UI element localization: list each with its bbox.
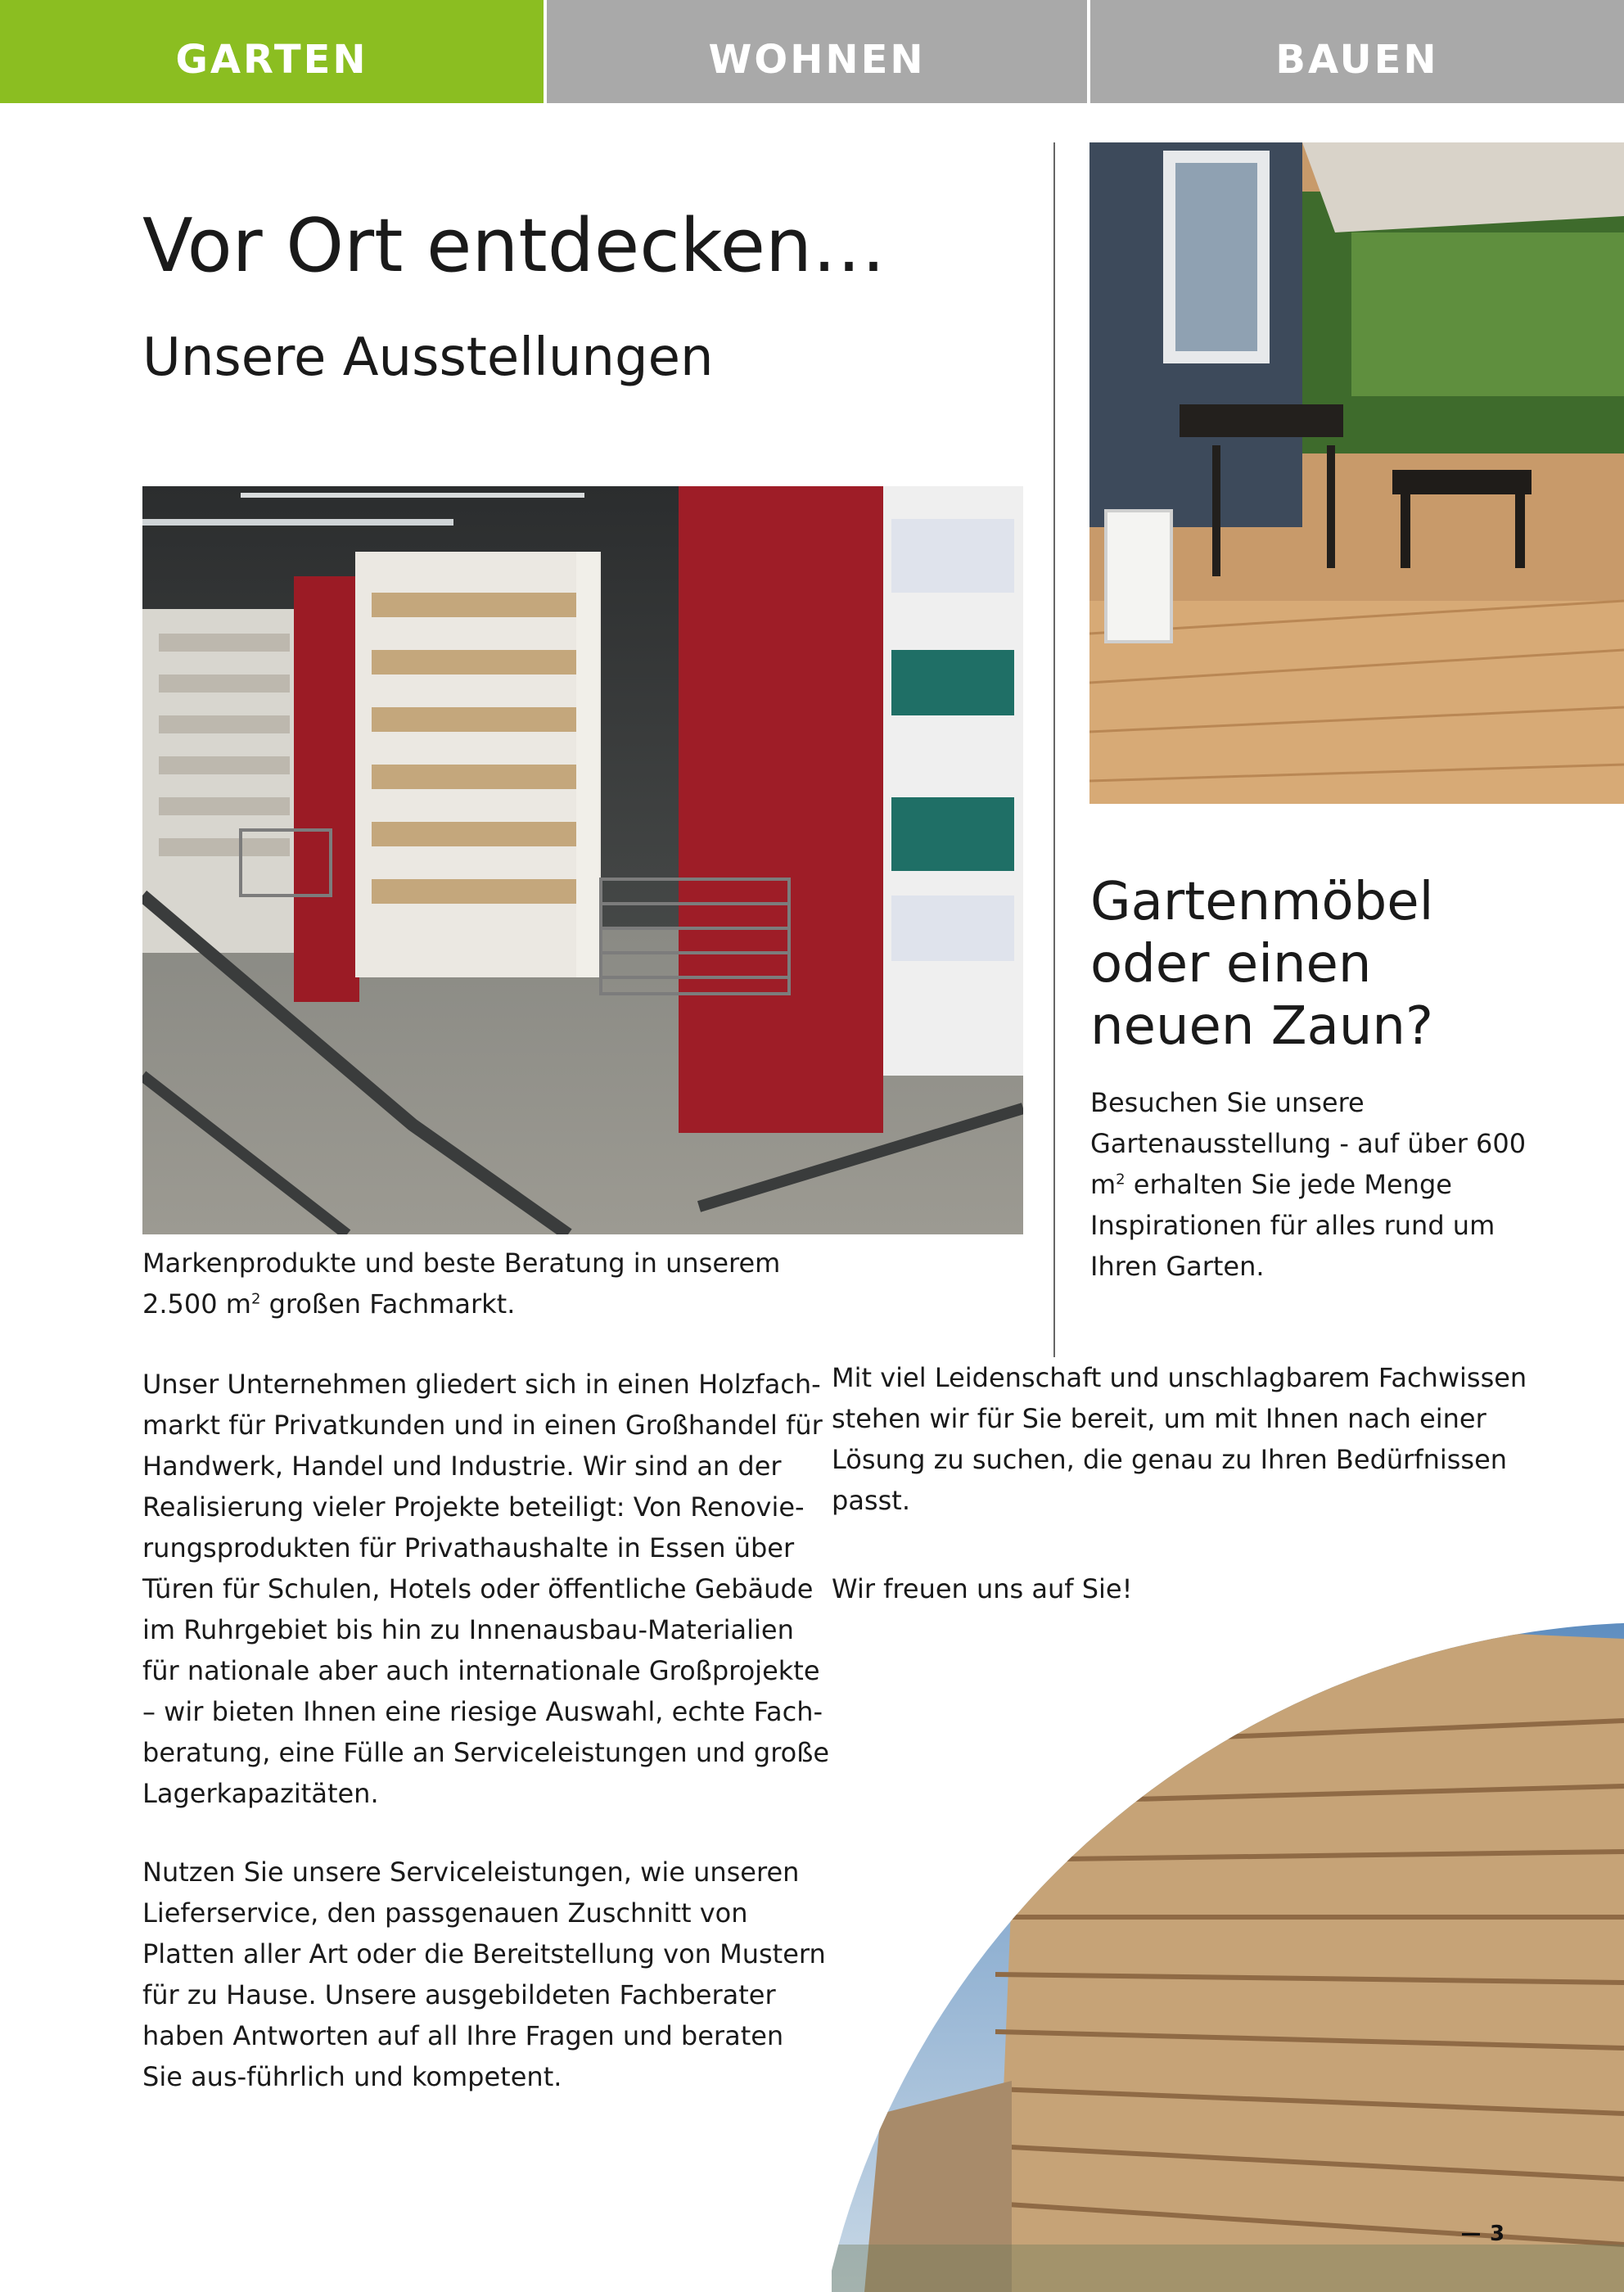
page-number: 3 (1462, 2222, 1504, 2246)
store-interior-photo (142, 486, 1023, 1234)
company-paragraph: Unser Unternehmen gliedert sich in einen Holzfach-markt für Privatkunden und in einen Großhandel für Handwerk, Handel und Industrie. Wir sind an der Realisierung vieler Projekte beteiligt: Von Renovie-rungsprodukten für Privathaushalte in Essen über Türen für Schulen, Hotels oder öffentliche Gebäude im Ruhrgebiet bis hin zu Innenausbau-Materialien für nationale aber auch internationale Großprojekte – wir bieten Ihnen eine riesige Auswahl, echte Fach-beratung, eine Fülle an Serviceleistungen und große Lagerkapazitäten. (142, 1369, 830, 1809)
page-title: Vor Ort entdecken… (142, 203, 886, 289)
passion-paragraph: Mit viel Leidenschaft und unschlagbarem Fachwissen stehen wir für Sie bereit, um mit Ihnen nach einer Lösung zu suchen, die genau zu Ihren Bedürfnissen passt. (832, 1362, 1527, 1516)
garden-heading: Gartenmöbel oder einen neuen Zaun? (1090, 872, 1434, 1057)
tab-bauen[interactable]: BAUEN (1090, 0, 1624, 103)
lumber-stack-photo (832, 1622, 1624, 2292)
column-divider (1053, 142, 1055, 1357)
garden-patio-photo (1089, 142, 1624, 804)
garden-text: Besuchen Sie unsere Gartenausstellung - auf über 600 $m^2$ erhalten Sie jede Menge Inspirationen für alles rund um Ihren Garten. (1090, 1087, 1527, 1282)
category-tabs (0, 0, 1624, 103)
store-photo-caption: Markenprodukte und beste Beratung in unserem 2.500 $m^2$ großen Fachmarkt. (142, 1248, 781, 1320)
service-paragraph: Nutzen Sie unsere Serviceleistungen, wie unseren Lieferservice, den passgenauen Zuschnitt von Platten aller Art oder die Bereitstellung von Mustern für zu Hause. Unsere ausgebildeten Fachberater haben Antworten auf all Ihre Fragen und beraten Sie aus-führlich und kompetent. (142, 1857, 826, 2092)
page-subtitle: Unsere Ausstellungen (142, 327, 714, 388)
tab-garten[interactable]: GARTEN (0, 0, 544, 103)
closing-paragraph: Wir freuen uns auf Sie! (832, 1573, 1133, 1604)
tab-wohnen[interactable]: WOHNEN (547, 0, 1087, 103)
